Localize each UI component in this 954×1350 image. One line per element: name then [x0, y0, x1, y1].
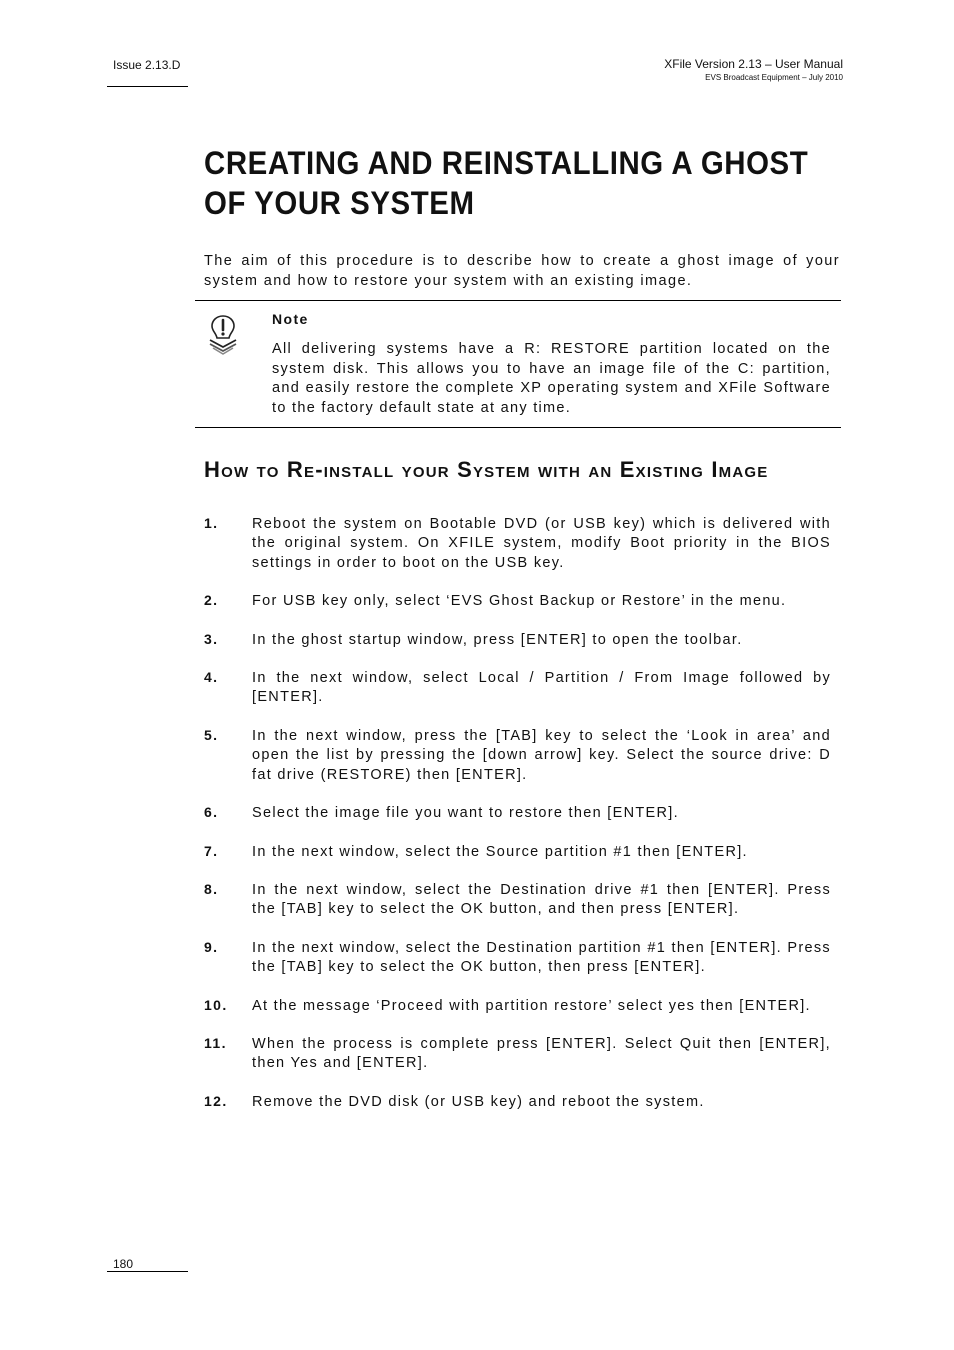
- step-number: 4.: [204, 669, 219, 685]
- step-number: 12.: [204, 1093, 228, 1109]
- step-number: 3.: [204, 631, 219, 647]
- step-text: In the next window, select the Source partition #1 then [ENTER].: [252, 844, 748, 860]
- step-text: In the ghost startup window, press [ENTER] to open the toolbar.: [252, 632, 743, 648]
- manual-subtitle: EVS Broadcast Equipment – July 2010: [705, 73, 843, 82]
- note-bottom-rule: [195, 427, 841, 428]
- header-right: [664, 57, 843, 82]
- step-number: 5.: [204, 727, 219, 743]
- intro-paragraph: The aim of this procedure is to describe how to create a ghost image of your system and how to restore your system with an existing image.: [204, 253, 840, 289]
- step-number: 6.: [204, 804, 219, 820]
- step-text: When the process is complete press [ENTER]. Select Quit then [ENTER], then Yes and [ENTER].: [252, 1036, 831, 1072]
- step-text: Reboot the system on Bootable DVD (or USB key) which is delivered with the original system. On XFILE system, modify Boot priority in the BIOS settings in order to boot on the USB key.: [252, 516, 831, 571]
- step-number: 10.: [204, 997, 228, 1013]
- step-text: Select the image file you want to restore then [ENTER].: [252, 805, 679, 821]
- note-top-rule: [195, 300, 841, 301]
- step-text: At the message ‘Proceed with partition restore’ select yes then [ENTER].: [252, 998, 811, 1014]
- step-number: 11.: [204, 1035, 227, 1051]
- step-number: 8.: [204, 881, 219, 897]
- step-number: 1.: [204, 515, 219, 531]
- step-number: 9.: [204, 939, 219, 955]
- step-text: In the next window, select Local / Partition / From Image followed by [ENTER].: [252, 670, 831, 706]
- step-number: 2.: [204, 592, 219, 608]
- step-text: In the next window, press the [TAB] key to select the ‘Look in area’ and open the list by pressing the [down arrow] key. Select the source drive: D fat drive (RESTORE) then [ENTER].: [252, 728, 831, 783]
- step-text: Remove the DVD disk (or USB key) and reboot the system.: [252, 1094, 705, 1110]
- step-number: 7.: [204, 843, 219, 859]
- note-text: All delivering systems have a R: RESTORE partition located on the system disk. This allows you to have an image file of the C: partition, and easily restore the complete XP operating system and XFile Software to the factory default state at any time.: [272, 341, 831, 416]
- note-bulb-icon: [206, 313, 240, 355]
- header-rule: [107, 86, 188, 87]
- step-text: In the next window, select the Destination partition #1 then [ENTER]. Press the [TAB] key to select the OK button, then press [ENTER].: [252, 940, 831, 976]
- issue-label: Issue 2.13.D: [113, 58, 181, 72]
- page-number: 180: [113, 1257, 134, 1271]
- step-text: In the next window, select the Destination drive #1 then [ENTER]. Press the [TAB] key to select the OK button, and then press [ENTER].: [252, 882, 831, 918]
- footer-rule: [107, 1271, 188, 1272]
- section-heading: How to Re-install your System with an Existing Image: [204, 457, 769, 482]
- step-text: For USB key only, select ‘EVS Ghost Backup or Restore’ in the menu.: [252, 593, 787, 609]
- manual-title: XFile Version 2.13 – User Manual: [664, 57, 843, 71]
- page-title: CREATING AND REINSTALLING A GHOST OF YOUR SYSTEM: [204, 145, 809, 221]
- note-label: Note: [272, 311, 309, 327]
